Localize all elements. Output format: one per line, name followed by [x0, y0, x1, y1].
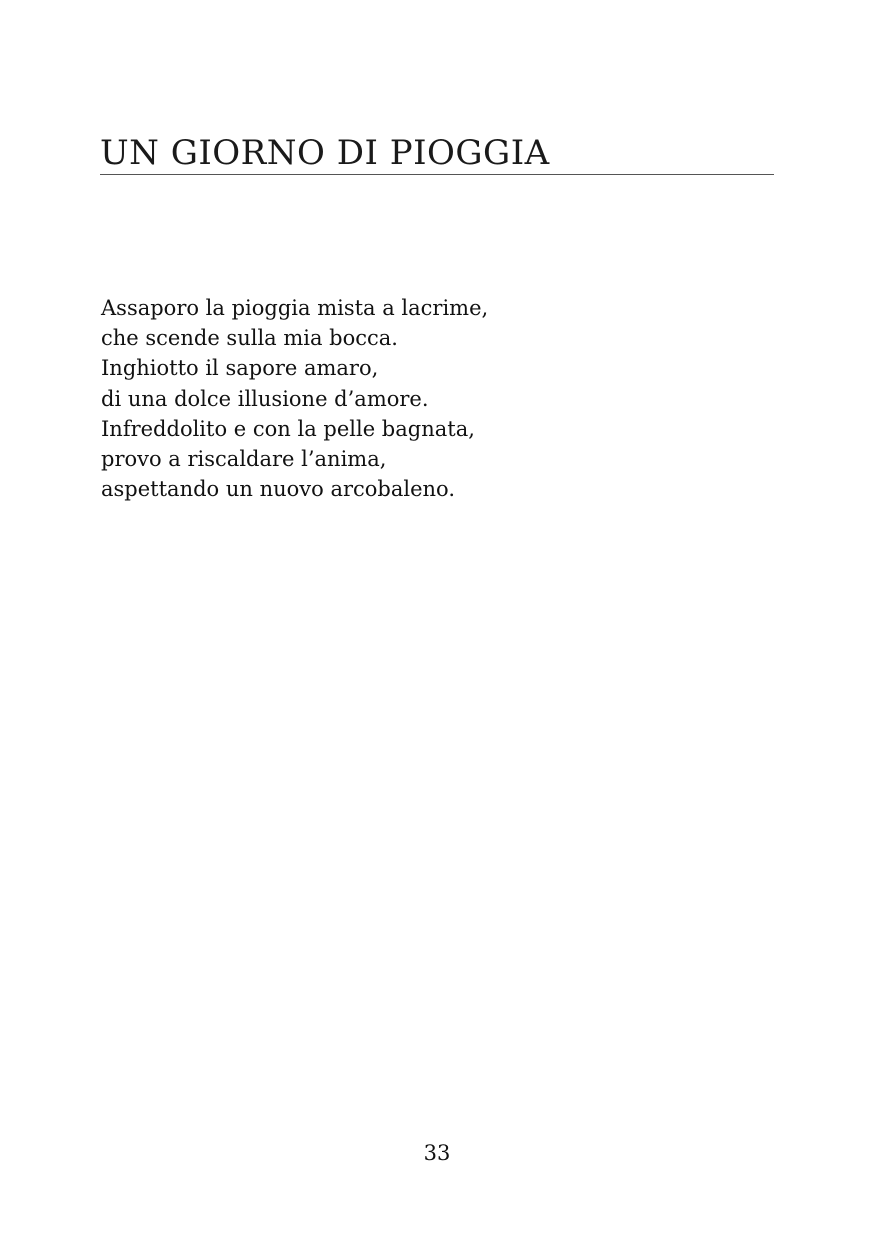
poem-title: UN GIORNO DI PIOGGIA	[100, 133, 550, 173]
poem-line: Infreddolito e con la pelle bagnata,	[101, 416, 475, 441]
page-number: 33	[423, 1141, 451, 1165]
poem-line: che scende sulla mia bocca.	[101, 326, 398, 351]
poem-body	[101, 293, 488, 504]
poem-line: aspettando un nuovo arcobaleno.	[101, 477, 455, 502]
poem-line: di una dolce illusione d’amore.	[101, 386, 429, 411]
poem-line: Inghiotto il sapore amaro,	[101, 356, 379, 381]
title-underline	[100, 174, 774, 175]
poem-line: provo a riscaldare l’anima,	[101, 447, 387, 472]
poem-line: Assaporo la pioggia mista a lacrime,	[101, 296, 489, 320]
